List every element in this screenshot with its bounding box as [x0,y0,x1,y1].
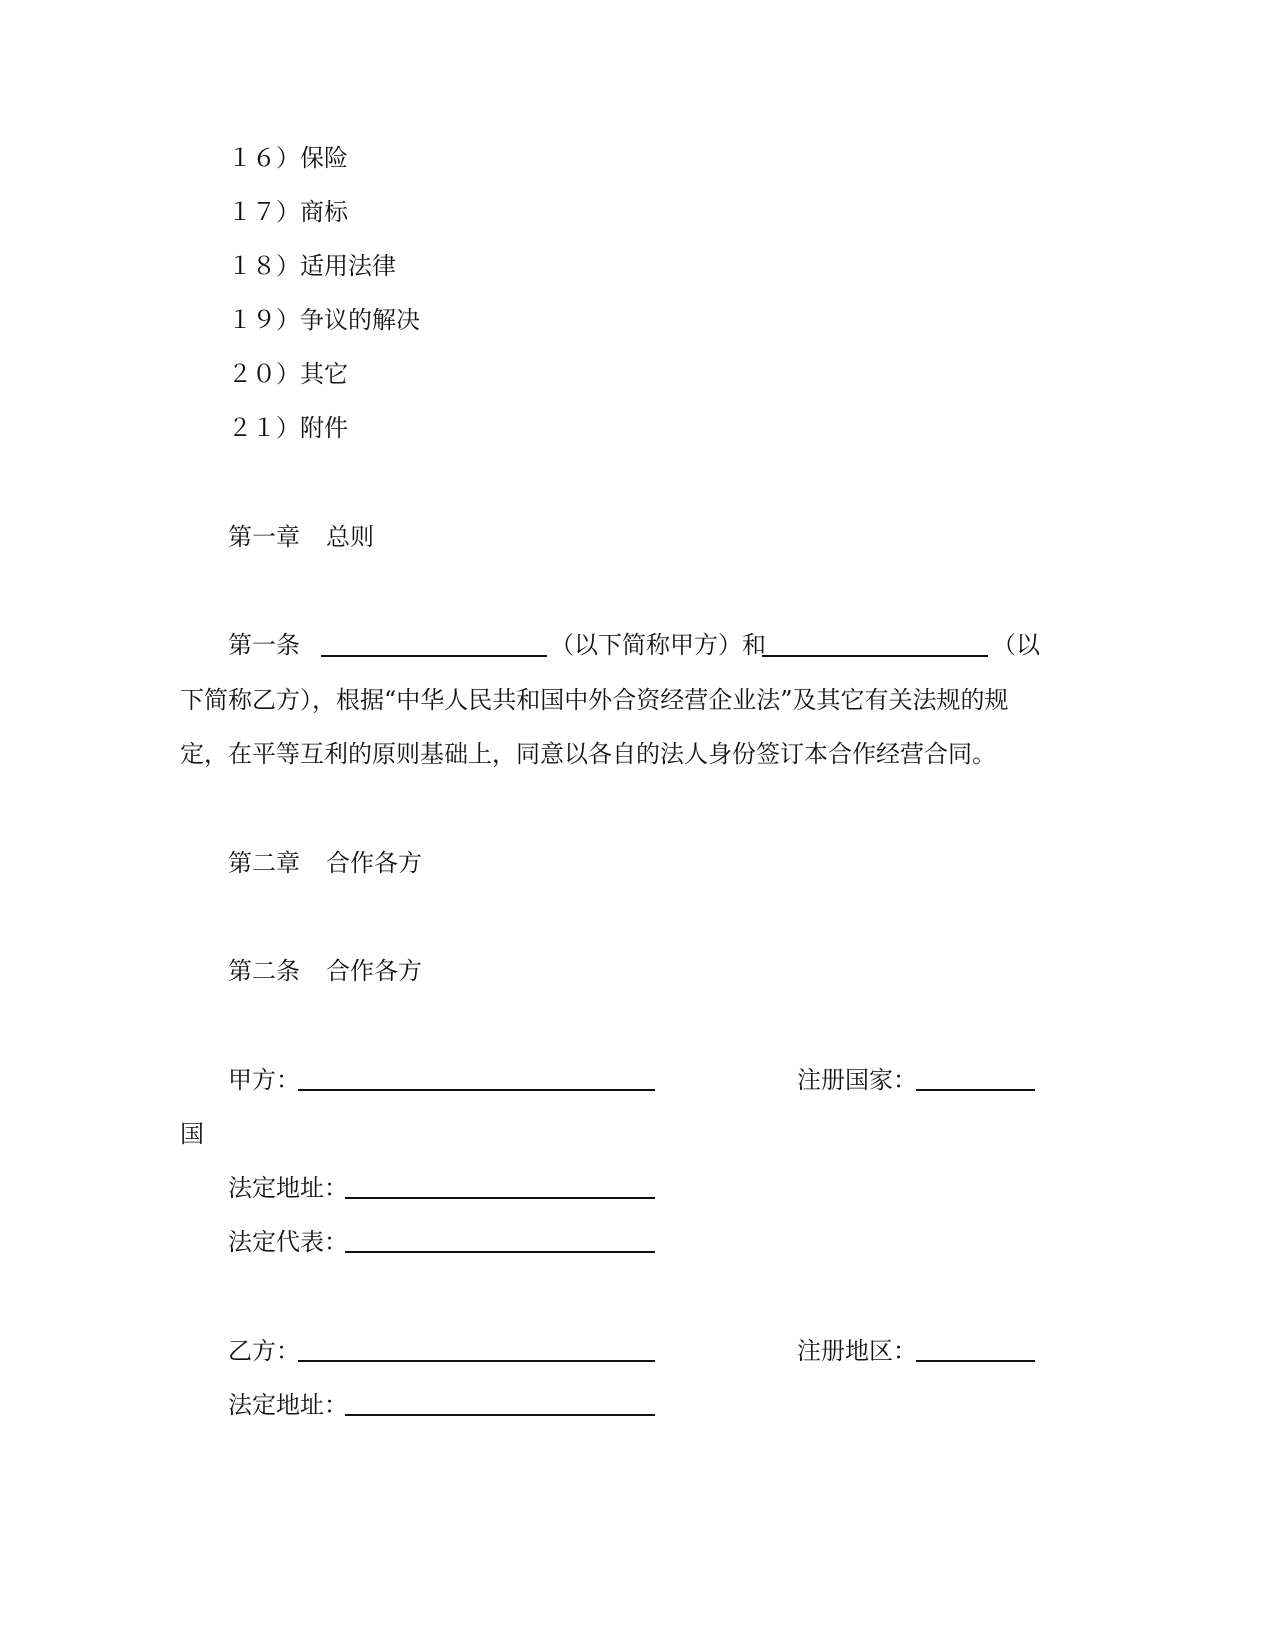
article-1-number: 第一条 [228,631,300,659]
article-1-text-b: （以 [992,631,1040,659]
party-a-address-blank [345,1197,655,1199]
article-1-line-2: 下简称乙方），根据“中华人民共和国中外合资经营企业法”及其它有关法规的规 [180,686,1009,714]
chapter-1-title: 总则 [326,523,374,551]
party-a-country-suffix: 国 [180,1120,204,1148]
toc-item: １６）保险 [228,144,348,172]
chapter-2-heading [228,847,422,879]
chapter-1-number: 第一章 [228,523,300,551]
party-a-country-label: 注册国家： [797,1066,917,1094]
party-b-name-blank [762,655,988,657]
chapter-2-title: 合作各方 [326,849,422,877]
article-1-line-3: 定，在平等互利的原则基础上，同意以各自的法人身份签订本合作经营合同。 [180,740,996,768]
article-2-title: 合作各方 [326,957,422,985]
party-a-rep-blank [345,1251,655,1253]
toc-item: １７）商标 [228,198,348,226]
party-b-region-blank [916,1360,1035,1362]
party-b-address-blank [345,1414,655,1416]
party-a-name-blank [321,655,547,657]
toc-item: １８）适用法律 [228,252,396,280]
toc-item: ２０）其它 [228,360,348,388]
chapter-2-number: 第二章 [228,849,300,877]
party-b-blank [298,1360,655,1362]
party-a-address-label: 法定地址： [228,1174,348,1202]
party-b-region-label: 注册地区： [797,1337,917,1365]
toc-item: ２１）附件 [228,414,348,442]
chapter-1-heading [228,521,374,553]
party-a-rep-label: 法定代表： [228,1228,348,1256]
article-1-text-a: （以下简称甲方）和 [550,631,766,659]
article-2-number: 第二条 [228,957,300,985]
party-a-label: 甲方： [228,1066,300,1094]
party-b-label: 乙方： [228,1337,300,1365]
party-a-country-blank [916,1089,1035,1091]
article-2-heading [228,955,422,987]
party-b-address-label: 法定地址： [228,1391,348,1419]
toc-item: １９）争议的解决 [228,306,420,334]
party-a-blank [298,1089,655,1091]
